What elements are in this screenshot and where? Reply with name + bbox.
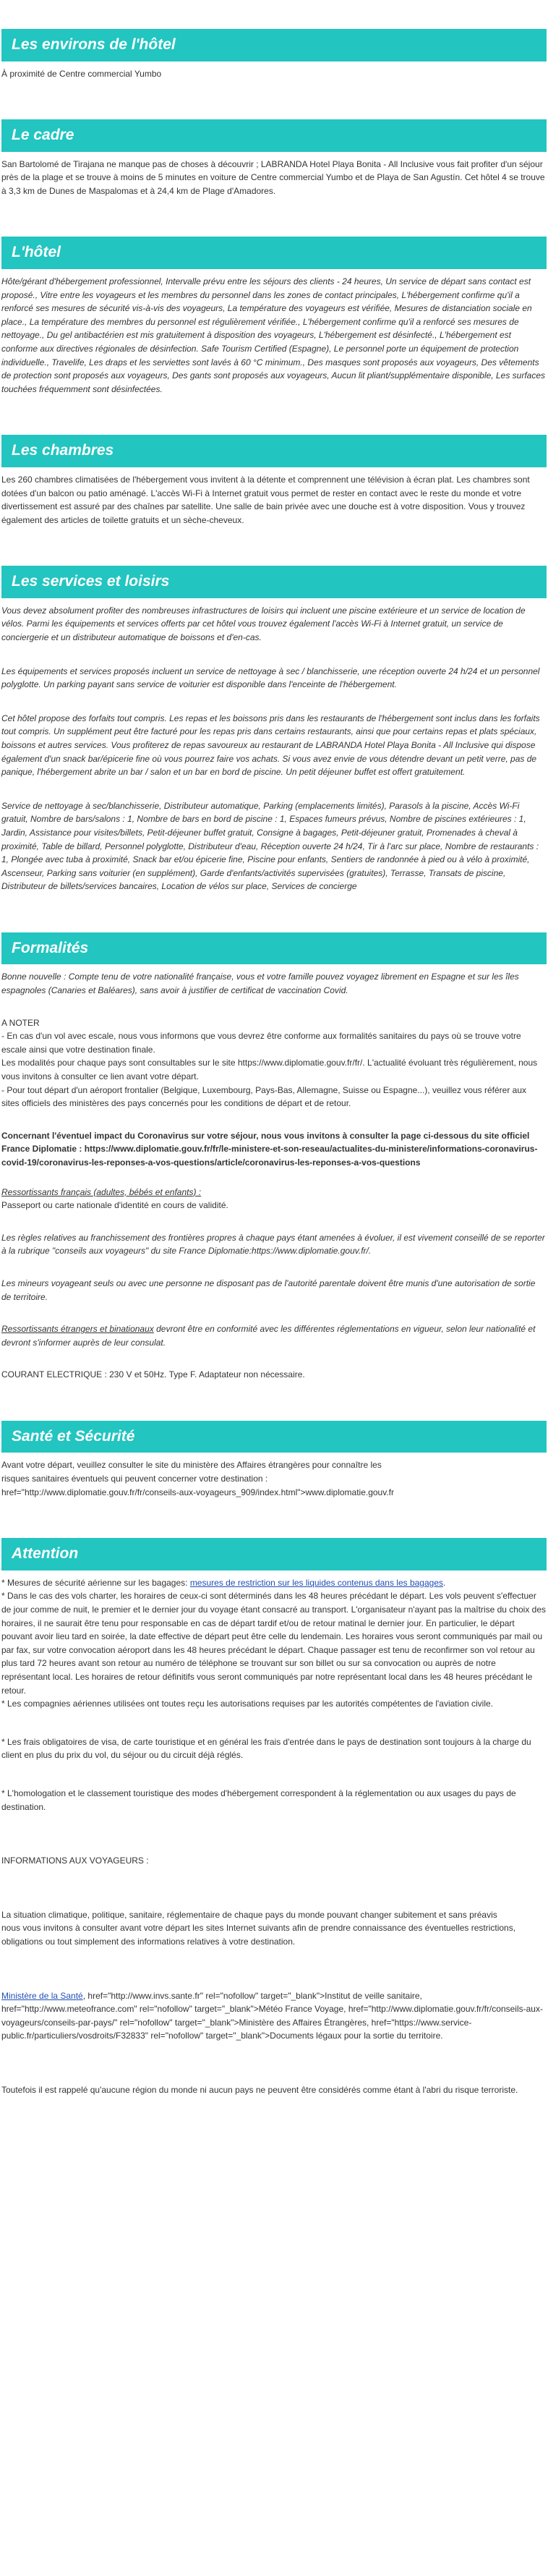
ressortissants-text: Passeport ou carte nationale d'identité en cours de validité.	[1, 1200, 228, 1211]
section-body-environs	[1, 61, 547, 81]
compagnies-text: * Les compagnies aériennes utilisées ont toutes reçu les autorisations requises par les autorités compétentes de l'aviation civile.	[1, 1699, 493, 1709]
horaires-text: * Dans le cas des vols charter, les horaires de ceux-ci sont déterminés dans les 48 heures précédant le départ. Les vols peuvent s'effectuer de jour comme de nuit, le premier et le dernier jour du voyage étant consacré au transport. L'organisateur n'ayant pas la maîtrise du choix des horaires, il ne saurait être tenu pour responsable en cas de départ tardif et/ou de retour matinal le dernier jour. En particulier, le départ pouvant avoir lieu tard en soirée, la date effective de départ peut être celle du lendemain. Les horaires vous seront communiqués par mail ou par fax, sur votre convocation aéroport dans les 48 heures précédant le départ. Chaque passager est tenu de reconfirmer son vol retour au plus tard 72 heures avant son retour au numéro de téléphone se trouvant sur son billet ou sur sa convocation ou auprès de notre représentant local. Les horaires de retour définitifs vous seront communiqués par notre représentant local dans les 48 heures précédant le retour.	[1, 1591, 546, 1696]
section-title-chambres: Les chambres	[1, 435, 547, 467]
section-title-cadre: Le cadre	[1, 119, 547, 152]
top-spacer	[1, 0, 547, 29]
frais-text: * Les frais obligatoires de visa, de carte touristique et en général les frais d'entrée dans le pays de destination sont toujours à la charge du client en plus du prix du vol, du séjour ou du circuit déjà réglés.	[1, 1736, 531, 1761]
infos-heading: INFORMATIONS AUX VOYAGEURS :	[1, 1856, 149, 1866]
section-title-hotel: L'hôtel	[1, 237, 547, 269]
section-title-environs: Les environs de l'hôtel	[1, 29, 547, 61]
ministere-block	[1, 1989, 547, 2043]
cadre-text: San Bartolomé de Tirajana ne manque pas de choses à découvrir ; LABRANDA Hotel Playa Bonita - All Inclusive vous fait profiter d'un séjour près de la plage et se trouve à moins de 5 minutes en voiture de Centre commercial Yumbo et de Playa de San Agustín. Cet hôtel 4 se trouve à 3,3 km de Dunes de Maspalomas et à 24,4 km de Plage d'Amadores.	[1, 158, 545, 196]
homologation-text: * L'homologation et le classement touristique des modes d'hébergement correspondent à la réglementation ou aux usages du pays de destination.	[1, 1788, 516, 1812]
etrangers-text: devront être en conformité avec les différentes réglementations en vigueur, selon leur nationalité et devront s'informer auprès de leur consulat.	[1, 1324, 536, 1348]
section-body-attention	[1, 1570, 547, 2097]
services-paragraph: Cet hôtel propose des forfaits tout compris. Les repas et les boissons pris dans les restaurants de l'hébergement sont inclus dans les forfaits tout compris. Un supplément peut être facturé pour les repas pris dans certains restaurants, ainsi que pour certains repas et plats spéciaux, boissons et autres services. Vous profiterez de repas savoureux au restaurant de LABRANDA Hotel Playa Bonita - All Inclusive qui dispose également d'un snack bar/épicerie fine où vous pourrez faire vos achats. Si vous avez envie de vous détendre devant un petit verre, pas de panique, l'hébergement abrite un bar / salon et un bar en bord de piscine. Un petit déjeuner buffet est offert gratuitement.	[1, 713, 540, 778]
ressortissants-block	[1, 1186, 547, 1212]
spacer	[1, 406, 547, 435]
mesures-link[interactable]: mesures de restriction sur les liquides contenus dans les bagages	[189, 1577, 444, 1588]
nota-block	[1, 1016, 547, 1110]
etrangers-heading: Ressortissants étrangers et binationaux	[1, 1324, 154, 1335]
mesures-prefix: * Mesures de sécurité aérienne sur les bagages:	[1, 1577, 190, 1588]
corona-notice: Concernant l'éventuel impact du Coronavirus sur votre séjour, nous vous invitons à consulter la page ci-dessous du site officiel France Diplomatie : https://www.diplomatie.gouv.fr/fr/le-ministere-et-son-reseau/actualites-du-ministere/informations-coronavirus-covid-19/coronavirus-les-reponses-a-vos-questions/article/coronavirus-les-reponses-a-vos-questions	[1, 1130, 538, 1168]
nota-line: A NOTER	[1, 1017, 40, 1028]
spacer	[1, 1392, 547, 1421]
toutefois-text: Toutefois il est rappelé qu'aucune région du monde ni aucun pays ne peuvent être considérés comme étant à l'abri du risque terroriste.	[1, 2084, 518, 2095]
section-body-chambres	[1, 467, 547, 527]
hotel-text: Hôte/gérant d'hébergement professionnel, Intervalle prévu entre les séjours des clients - 24 heures, Un service de départ sans contact est proposé., Vitre entre les voyageurs et les membres du personnel dans les zones de contact principales, L'hébergement confirme qu'il a renforcé ses mesures de sécurité vis-à-vis des voyageurs, La température des voyageurs est vérifiée, Mesures de distanciation sociale en place., La température des membres du personnel est régulièrement vérifiée., L'hébergement confirme qu'il a renforcé ses mesures de nettoyage., Du gel antibactérien est mis gratuitement à disposition des voyageurs, L'hébergement est désinfecté., L'hébergement est conforme aux directives régionales de désinfection. Safe Tourism Certified (Espagne), Le personnel porte un équipement de protection individuelle., Travelife, Les draps et les serviettes sont lavés à 60 °C minimum., Des masques sont proposés aux voyageurs, Des vêtements de protection sont proposés aux voyageurs, Des gants sont proposés aux voyageurs, Aucun lit pliant/supplémentaire disponible, Les surfaces touchées fréquemment sont désinfectées.	[1, 276, 545, 394]
section-body-cadre	[1, 152, 547, 198]
spacer	[1, 208, 547, 237]
ministere-rest: , href="http://www.invs.sante.fr" rel="nofollow" target="_blank">Institut de veille sanitaire, href="http://www.meteofrance.com" rel="nofollow" target="_blank">Météo France Voyage, href="http://www.diplomatie.gouv.fr/fr/conseils-aux-voyageurs/conseils-par-pays/" rel="nofollow" target="_blank">Ministère des Affaires Étrangères, href="https://www.service-public.fr/particuliers/vosdroits/F32833" rel="nofollow" target="_blank">Documents légaux pour la sortie du territoire.	[1, 1990, 543, 2041]
courant-text: COURANT ELECTRIQUE : 230 V et 50Hz. Type F. Adaptateur non nécessaire.	[1, 1369, 305, 1380]
section-title-formalites: Formalités	[1, 932, 547, 965]
section-body-hotel	[1, 269, 547, 396]
services-paragraph: Les équipements et services proposés incluent un service de nettoyage à sec / blanchisserie, une réception ouverte 24 h/24 et un personnel polyglotte. Un parking payant sans service de voiturier est disponible dans l'enceinte de l'hébergement.	[1, 666, 540, 690]
mesures-line	[1, 1576, 547, 1590]
etrangers-block	[1, 1322, 547, 1349]
nota-line: - Pour tout départ d'un aéroport frontalier (Belgique, Luxembourg, Pays-Bas, Allemagne, Suisse ou Espagne...), veuillez vous référer aux sites officiels des ministères des pays concernés pour les conditions de départ et de retour.	[1, 1084, 527, 1109]
formalites-intro: Bonne nouvelle : Compte tenu de votre nationalité française, vous et votre famille pouvez voyagez librement en Espagne et sur les îles espagnoles (Canaries et Baléares), sans avoir à justifier de certificat de vaccination Covid.	[1, 972, 519, 996]
mineurs-text: Les mineurs voyageant seuls ou avec une personne ne disposant pas de l'autorité parentale doivent être munis d'une autorisation de sortie de territoire.	[1, 1278, 536, 1302]
environs-text: À proximité de Centre commercial Yumbo	[1, 68, 162, 79]
section-title-attention: Attention	[1, 1538, 547, 1570]
spacer	[1, 90, 547, 119]
section-body-sante	[1, 1453, 547, 1499]
chambres-text: Les 260 chambres climatisées de l'hébergement vous invitent à la détente et comprennent une télévision à écran plat. Les chambres sont dotées d'un balcon ou patio aménagé. L'accès Wi-Fi à Internet gratuit vous permet de rester en contact avec le reste du monde et votre divertissement est assuré par des chaînes par satellite. Une salle de bain privée avec une douche est à votre disposition. Vous y trouvez également des articles de toilette gratuits et un sèche-cheveux.	[1, 474, 530, 525]
ressortissants-heading: Ressortissants français (adultes, bébés et enfants) :	[1, 1186, 202, 1197]
section-body-services	[1, 598, 547, 893]
sante-text: Avant votre départ, veuillez consulter le site du ministère des Affaires étrangères pour connaître les risques sanitaires éventuels qui peuvent concerner votre destination : href="http://www.diplomatie.gouv.fr/fr/conseils-aux-voyageurs_909/index.html">www.diplomatie.gouv.fr	[1, 1460, 394, 1497]
section-body-formalites	[1, 964, 547, 1381]
spacer	[1, 904, 547, 932]
services-paragraph: Vous devez absolument profiter des nombreuses infrastructures de loisirs qui incluent une piscine extérieure et un service de location de vélos. Parmi les équipements et services offerts par cet hôtel vous trouvez également l'accès Wi-Fi à Internet gratuit, un service de conciergerie et un distributeur automatique de boissons et d'en-cas.	[1, 605, 526, 643]
ministere-link[interactable]: Ministère de la Santé	[1, 1990, 83, 2001]
spacer	[1, 537, 547, 566]
spacer	[1, 1509, 547, 1538]
nota-line: - En cas d'un vol avec escale, nous vous informons que vous devrez être conforme aux formalités sanitaires du pays où se trouve votre escale ainsi que votre destination finale.	[1, 1031, 521, 1055]
section-title-services: Les services et loisirs	[1, 566, 547, 598]
regles-text: Les règles relatives au franchissement des frontières propres à chaque pays étant amenées à évoluer, il est vivement conseillé de se reporter à la rubrique "conseils aux voyageurs" du site France Diplomatie:https://www.diplomatie.gouv.fr/.	[1, 1232, 545, 1257]
situation-text: La situation climatique, politique, sanitaire, réglementaire de chaque pays du monde pouvant changer subitement et sans préavis nous vous invitons à consulter avant votre départ les sites Internet suivants afin de prendre connaissance des éventuelles restrictions, obligations ou tout simplement des informations relatives à votre destination.	[1, 1909, 516, 1947]
services-paragraph: Service de nettoyage à sec/blanchisserie, Distributeur automatique, Parking (emplacements limités), Parasols à la piscine, Accès Wi-Fi gratuit, Nombre de bars/salons : 1, Nombre de bars en bord de piscine : 1, Espaces fumeurs prévus, Nombre de piscines extérieures : 1, Jardin, Assistance pour visites/billets, Petit-déjeuner buffet gratuit, Consigne à bagages, Petit-déjeuner gratuit, Promenades à cheval à proximité, Table de billard, Personnel polyglotte, Distributeur d'eau, Réception ouverte 24 h/24, Tir à l'arc sur place, Nombre de restaurants : 1, Plongée avec tuba à proximité, Snack bar et/ou épicerie fine, Piscine pour enfants, Sentiers de randonnée à pied ou à vélo à proximité, Ascenseur, Parking sans voiturier (en supplément), Garde d'enfants/activités supervisées (gratuites), Terrasse, Transats de piscine, Distributeur de billets/services bancaires, Location de vélos sur place, Services de concierge	[1, 800, 539, 892]
mesures-suffix: .	[443, 1577, 446, 1588]
nota-line: Les modalités pour chaque pays sont consultables sur le site https://www.diplomatie.gouv.fr/fr/. L'actualité évoluant très régulièrement, nous vous invitons à consulter ce lien avant votre départ.	[1, 1058, 538, 1082]
section-title-sante: Santé et Sécurité	[1, 1421, 547, 1453]
